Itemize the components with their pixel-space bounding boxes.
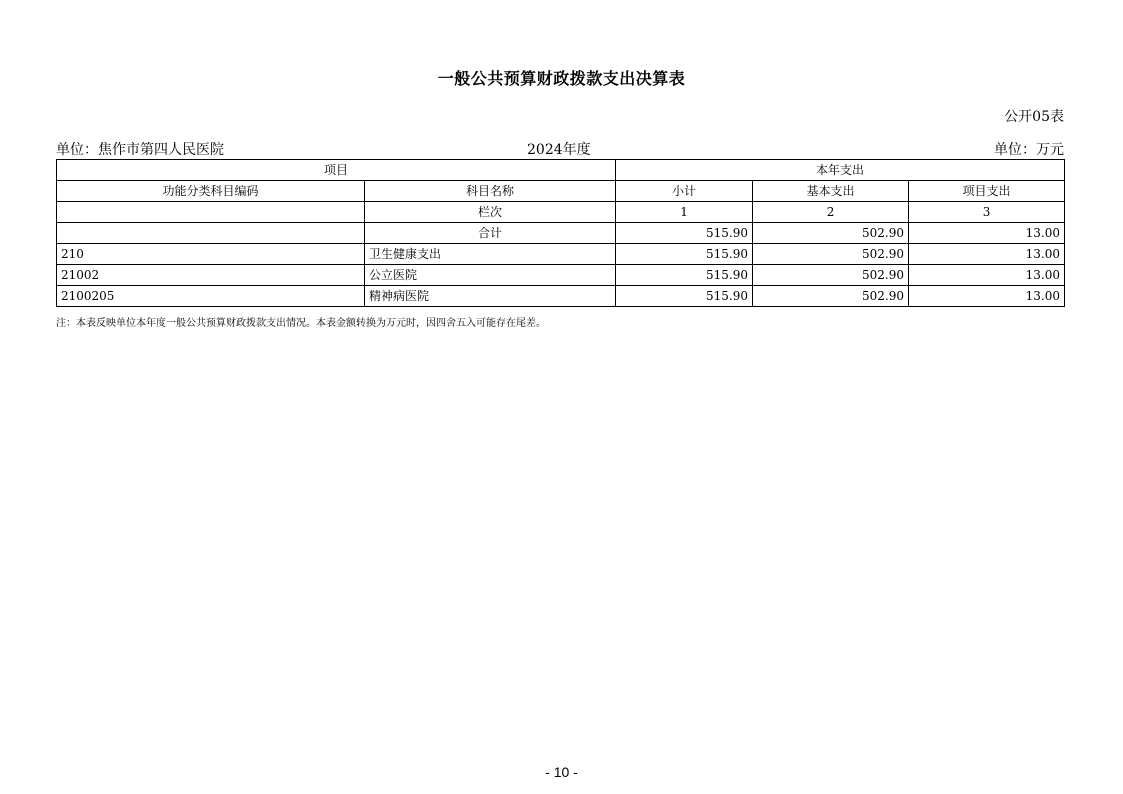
col-header-code: 功能分类科目编码 <box>57 181 365 202</box>
table-row <box>57 244 1065 265</box>
fiscal-year: 2024年度 <box>527 142 591 158</box>
index-cell-empty <box>57 202 365 223</box>
index-3: 3 <box>909 202 1065 223</box>
row-name: 公立医院 <box>365 265 616 286</box>
row-project: 13.00 <box>909 286 1065 307</box>
total-code-empty <box>57 223 365 244</box>
header-project: 项目 <box>57 160 616 181</box>
form-number: 公开05表 <box>1004 109 1064 125</box>
row-name: 精神病医院 <box>365 286 616 307</box>
index-label: 栏次 <box>365 202 616 223</box>
index-1: 1 <box>616 202 753 223</box>
row-basic: 502.90 <box>753 244 909 265</box>
table-note: 注：本表反映单位本年度一般公共预算财政拨款支出情况。本表金额转换为万元时，因四舍五入可能存在尾差。 <box>56 318 546 329</box>
total-basic: 502.90 <box>753 223 909 244</box>
total-row <box>57 223 1065 244</box>
row-project: 13.00 <box>909 265 1065 286</box>
index-2: 2 <box>753 202 909 223</box>
row-subtotal: 515.90 <box>616 244 753 265</box>
table-row <box>57 286 1065 307</box>
header-row-group <box>57 160 1065 181</box>
total-project: 13.00 <box>909 223 1065 244</box>
header-current-year: 本年支出 <box>616 160 1065 181</box>
col-header-name: 科目名称 <box>365 181 616 202</box>
header-row-columns <box>57 181 1065 202</box>
total-subtotal: 515.90 <box>616 223 753 244</box>
row-subtotal: 515.90 <box>616 286 753 307</box>
row-basic: 502.90 <box>753 286 909 307</box>
page-title: 一般公共预算财政拨款支出决算表 <box>437 69 686 88</box>
row-name: 卫生健康支出 <box>365 244 616 265</box>
total-label: 合计 <box>365 223 616 244</box>
row-code: 210 <box>57 244 365 265</box>
money-unit: 单位：万元 <box>994 142 1064 158</box>
index-row <box>57 202 1065 223</box>
col-header-subtotal: 小计 <box>616 181 753 202</box>
row-subtotal: 515.90 <box>616 265 753 286</box>
row-code: 2100205 <box>57 286 365 307</box>
row-code: 21002 <box>57 265 365 286</box>
row-basic: 502.90 <box>753 265 909 286</box>
meta-row <box>56 141 1064 159</box>
reporting-unit: 单位：焦作市第四人民医院 <box>56 142 224 158</box>
table-row <box>57 265 1065 286</box>
col-header-basic: 基本支出 <box>753 181 909 202</box>
row-project: 13.00 <box>909 244 1065 265</box>
col-header-project: 项目支出 <box>909 181 1065 202</box>
expenditure-table <box>56 159 1065 307</box>
page-number: - 10 - <box>545 764 578 780</box>
